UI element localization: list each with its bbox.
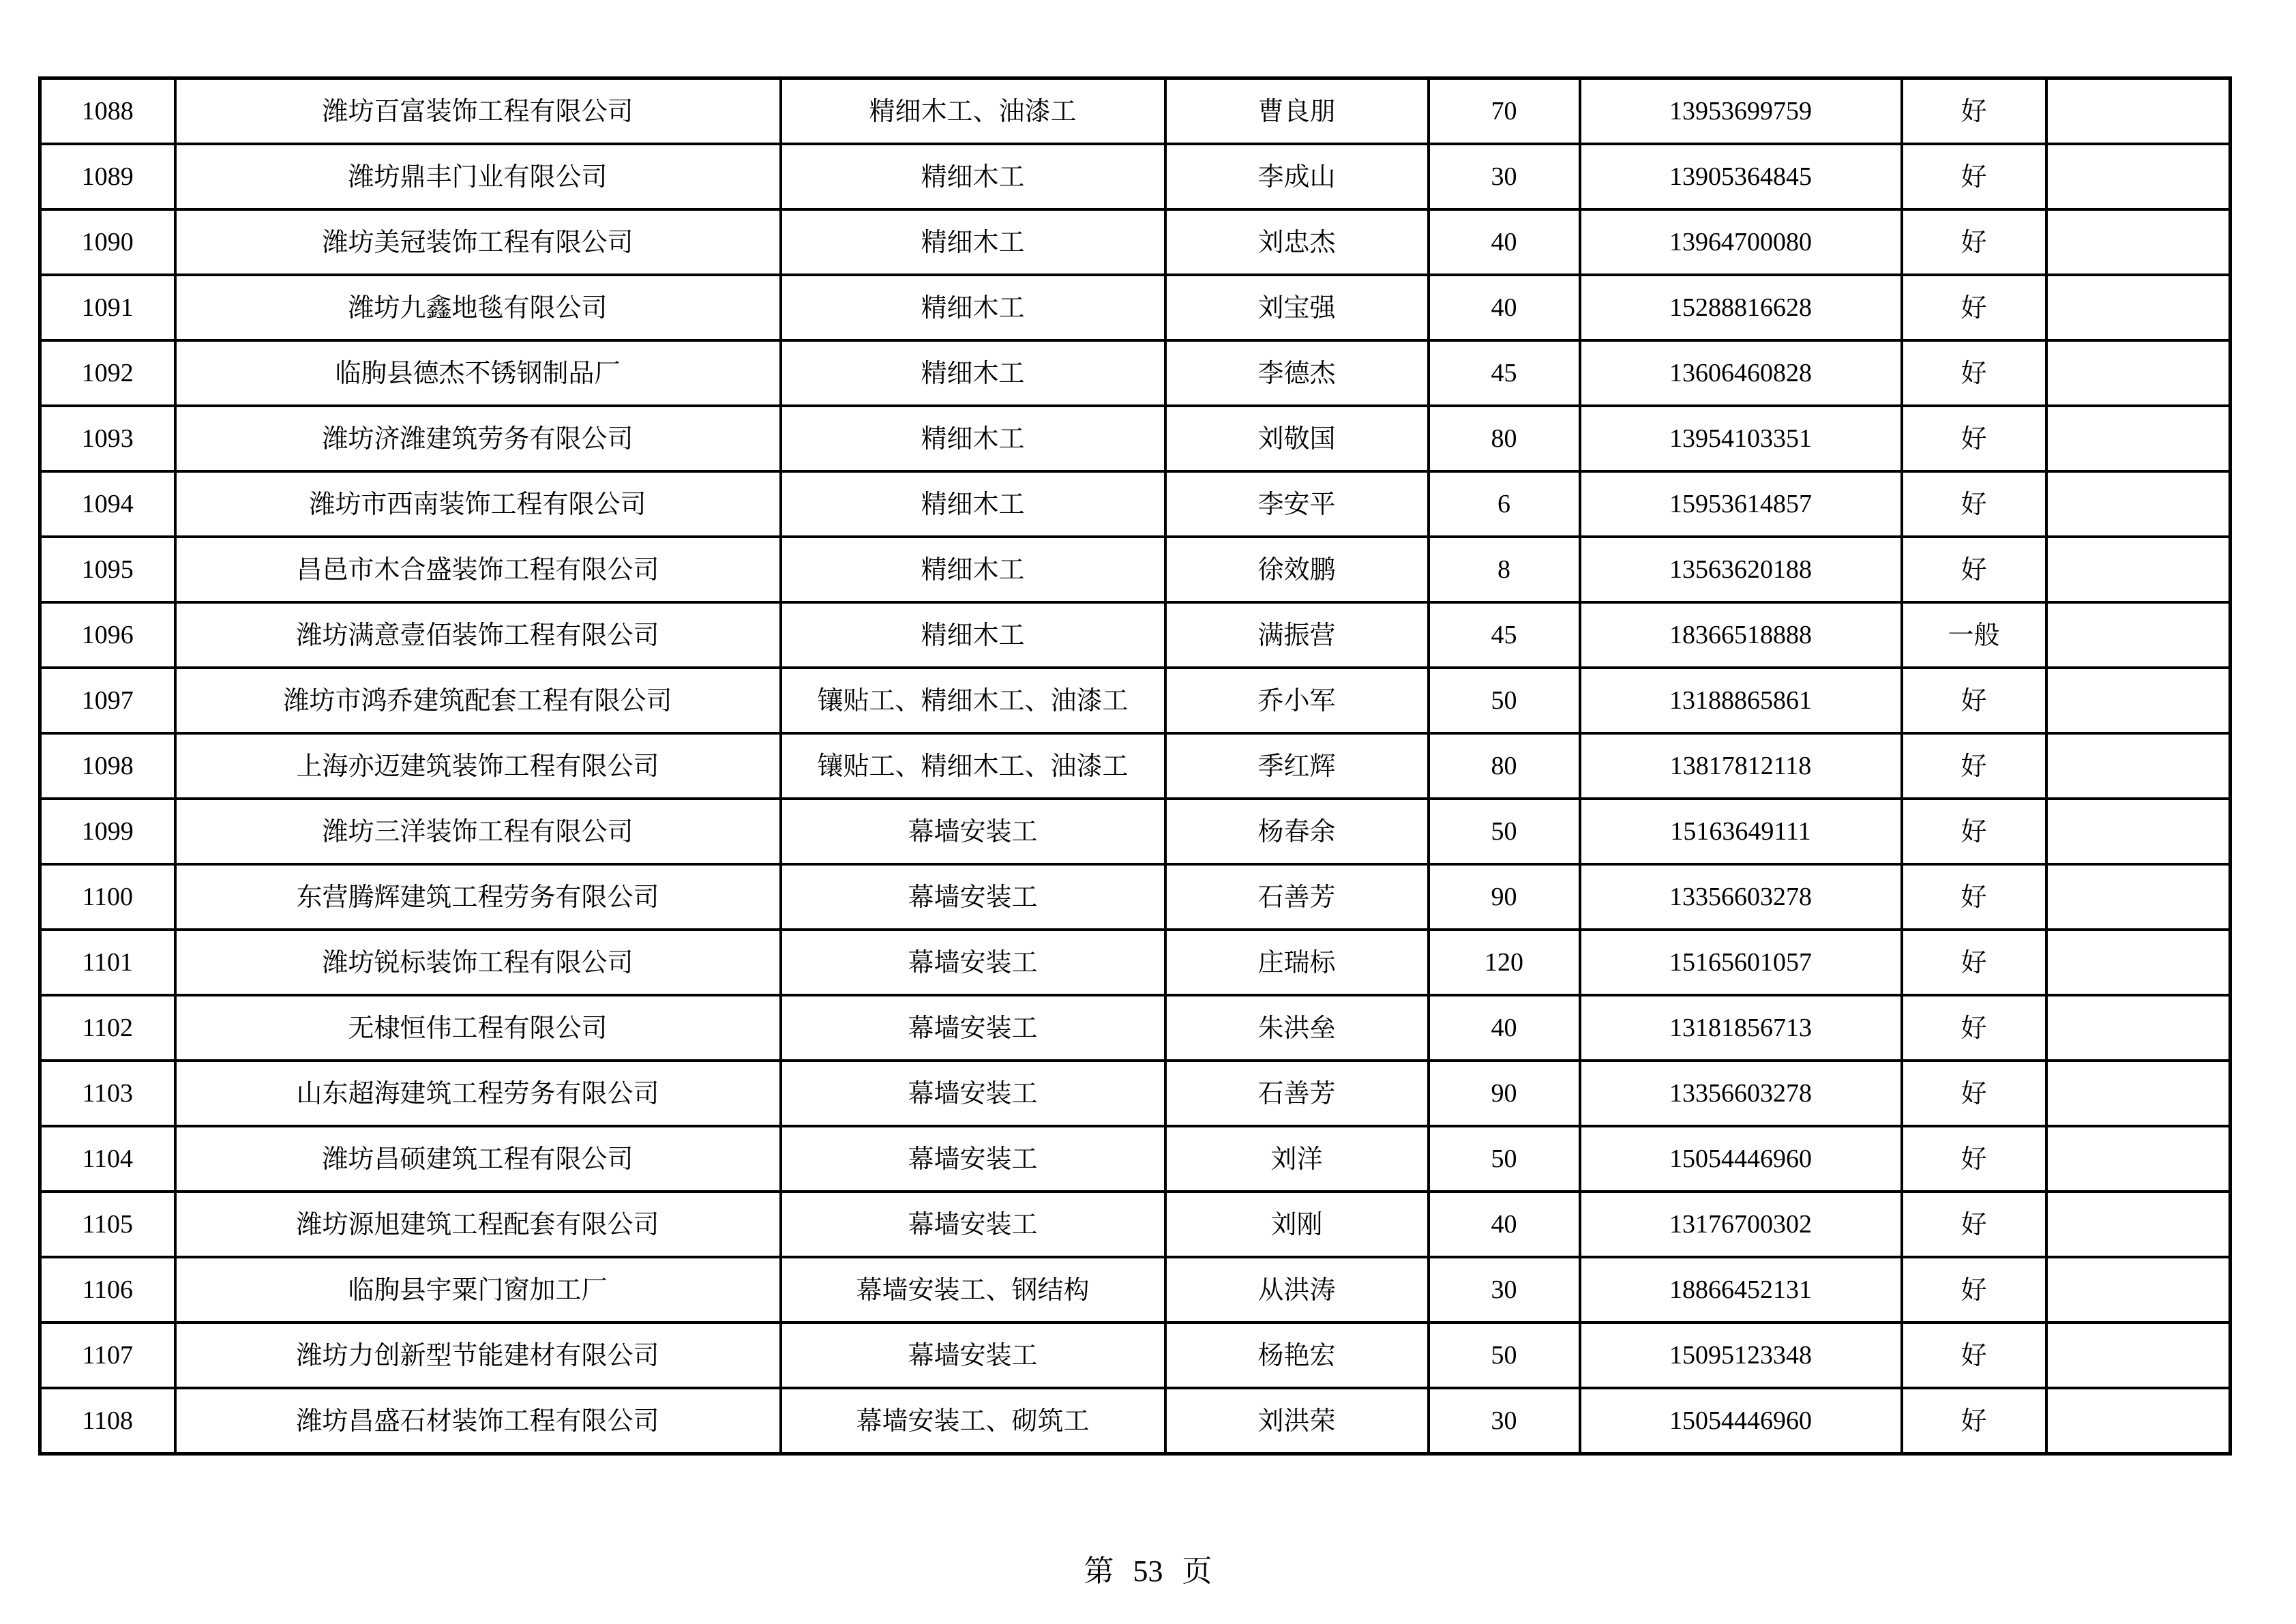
trade-type-cell: 幕墙安装工 — [781, 1192, 1165, 1257]
table-row — [40, 144, 2231, 209]
remarks-cell — [2046, 209, 2231, 275]
table-row — [40, 340, 2231, 406]
company-name-cell: 潍坊九鑫地毯有限公司 — [175, 275, 781, 340]
rating-cell: 好 — [1902, 1388, 2046, 1454]
worker-count-cell: 50 — [1429, 799, 1580, 864]
trade-type-cell: 精细木工 — [781, 537, 1165, 602]
phone-number-cell: 13954103351 — [1580, 406, 1902, 471]
worker-count-cell: 40 — [1429, 275, 1580, 340]
company-name-cell: 潍坊满意壹佰装饰工程有限公司 — [175, 602, 781, 668]
worker-count-cell: 45 — [1429, 602, 1580, 668]
rating-cell: 好 — [1902, 995, 2046, 1061]
contact-person-cell: 刘宝强 — [1165, 275, 1429, 340]
phone-number-cell: 15054446960 — [1580, 1388, 1902, 1454]
trade-type-cell: 精细木工、油漆工 — [781, 78, 1165, 145]
rating-cell: 一般 — [1902, 602, 2046, 668]
remarks-cell — [2046, 144, 2231, 209]
contact-person-cell: 满振营 — [1165, 602, 1429, 668]
phone-number-cell: 13905364845 — [1580, 144, 1902, 209]
company-name-cell: 东营腾辉建筑工程劳务有限公司 — [175, 864, 781, 930]
rating-cell: 好 — [1902, 340, 2046, 406]
phone-number-cell: 15095123348 — [1580, 1323, 1902, 1388]
company-name-cell: 上海亦迈建筑装饰工程有限公司 — [175, 733, 781, 799]
worker-count-cell: 45 — [1429, 340, 1580, 406]
worker-count-cell: 6 — [1429, 471, 1580, 537]
row-number-cell: 1094 — [40, 471, 175, 537]
company-name-cell: 潍坊三洋装饰工程有限公司 — [175, 799, 781, 864]
contact-person-cell: 刘刚 — [1165, 1192, 1429, 1257]
rating-cell: 好 — [1902, 471, 2046, 537]
worker-count-cell: 50 — [1429, 1126, 1580, 1192]
table-row — [40, 602, 2231, 668]
page-number: 53 — [1133, 1554, 1163, 1588]
row-number-cell: 1093 — [40, 406, 175, 471]
trade-type-cell: 精细木工 — [781, 209, 1165, 275]
rating-cell: 好 — [1902, 1192, 2046, 1257]
rating-cell: 好 — [1902, 1323, 2046, 1388]
contact-person-cell: 杨艳宏 — [1165, 1323, 1429, 1388]
remarks-cell — [2046, 668, 2231, 733]
page-suffix: 页 — [1182, 1554, 1212, 1589]
remarks-cell — [2046, 864, 2231, 930]
phone-number-cell: 13953699759 — [1580, 78, 1902, 145]
remarks-cell — [2046, 1192, 2231, 1257]
trade-type-cell: 精细木工 — [781, 471, 1165, 537]
row-number-cell: 1105 — [40, 1192, 175, 1257]
phone-number-cell: 15288816628 — [1580, 275, 1902, 340]
contact-person-cell: 刘忠杰 — [1165, 209, 1429, 275]
phone-number-cell: 13181856713 — [1580, 995, 1902, 1061]
company-name-cell: 潍坊市西南装饰工程有限公司 — [175, 471, 781, 537]
table-row — [40, 930, 2231, 995]
trade-type-cell: 精细木工 — [781, 340, 1165, 406]
contact-person-cell: 刘洪荣 — [1165, 1388, 1429, 1454]
row-number-cell: 1098 — [40, 733, 175, 799]
rating-cell: 好 — [1902, 733, 2046, 799]
table-row — [40, 1192, 2231, 1257]
row-number-cell: 1089 — [40, 144, 175, 209]
worker-count-cell: 50 — [1429, 1323, 1580, 1388]
remarks-cell — [2046, 733, 2231, 799]
contact-person-cell: 朱洪垒 — [1165, 995, 1429, 1061]
company-name-cell: 潍坊源旭建筑工程配套有限公司 — [175, 1192, 781, 1257]
company-name-cell: 临朐县德杰不锈钢制品厂 — [175, 340, 781, 406]
table-row — [40, 537, 2231, 602]
company-name-cell: 潍坊昌硕建筑工程有限公司 — [175, 1126, 781, 1192]
phone-number-cell: 18866452131 — [1580, 1257, 1902, 1323]
remarks-cell — [2046, 1257, 2231, 1323]
contact-person-cell: 曹良朋 — [1165, 78, 1429, 145]
rating-cell: 好 — [1902, 209, 2046, 275]
rating-cell: 好 — [1902, 144, 2046, 209]
phone-number-cell: 18366518888 — [1580, 602, 1902, 668]
trade-type-cell: 幕墙安装工 — [781, 1323, 1165, 1388]
trade-type-cell: 幕墙安装工 — [781, 864, 1165, 930]
table-row — [40, 1388, 2231, 1454]
remarks-cell — [2046, 471, 2231, 537]
contact-person-cell: 徐效鹏 — [1165, 537, 1429, 602]
worker-count-cell: 90 — [1429, 864, 1580, 930]
remarks-cell — [2046, 799, 2231, 864]
row-number-cell: 1090 — [40, 209, 175, 275]
worker-count-cell: 50 — [1429, 668, 1580, 733]
worker-count-cell: 80 — [1429, 733, 1580, 799]
row-number-cell: 1096 — [40, 602, 175, 668]
company-name-cell: 山东超海建筑工程劳务有限公司 — [175, 1061, 781, 1126]
phone-number-cell: 15165601057 — [1580, 930, 1902, 995]
company-name-cell: 潍坊济潍建筑劳务有限公司 — [175, 406, 781, 471]
company-name-cell: 潍坊美冠装饰工程有限公司 — [175, 209, 781, 275]
row-number-cell: 1100 — [40, 864, 175, 930]
company-roster-table — [38, 76, 2232, 1456]
worker-count-cell: 8 — [1429, 537, 1580, 602]
table-row — [40, 275, 2231, 340]
remarks-cell — [2046, 1061, 2231, 1126]
row-number-cell: 1091 — [40, 275, 175, 340]
trade-type-cell: 镶贴工、精细木工、油漆工 — [781, 733, 1165, 799]
remarks-cell — [2046, 1323, 2231, 1388]
table-body — [40, 78, 2231, 1454]
contact-person-cell: 季红辉 — [1165, 733, 1429, 799]
contact-person-cell: 刘洋 — [1165, 1126, 1429, 1192]
table-row — [40, 209, 2231, 275]
trade-type-cell: 精细木工 — [781, 144, 1165, 209]
row-number-cell: 1088 — [40, 78, 175, 145]
table-row — [40, 1323, 2231, 1388]
rating-cell: 好 — [1902, 864, 2046, 930]
row-number-cell: 1102 — [40, 995, 175, 1061]
row-number-cell: 1106 — [40, 1257, 175, 1323]
rating-cell: 好 — [1902, 537, 2046, 602]
trade-type-cell: 精细木工 — [781, 275, 1165, 340]
trade-type-cell: 幕墙安装工、钢结构 — [781, 1257, 1165, 1323]
remarks-cell — [2046, 930, 2231, 995]
phone-number-cell: 13817812118 — [1580, 733, 1902, 799]
contact-person-cell: 杨春余 — [1165, 799, 1429, 864]
remarks-cell — [2046, 275, 2231, 340]
company-name-cell: 潍坊鼎丰门业有限公司 — [175, 144, 781, 209]
worker-count-cell: 90 — [1429, 1061, 1580, 1126]
company-name-cell: 潍坊锐标装饰工程有限公司 — [175, 930, 781, 995]
remarks-cell — [2046, 537, 2231, 602]
table-row — [40, 1126, 2231, 1192]
trade-type-cell: 幕墙安装工 — [781, 1126, 1165, 1192]
worker-count-cell: 70 — [1429, 78, 1580, 145]
rating-cell: 好 — [1902, 406, 2046, 471]
contact-person-cell: 石善芳 — [1165, 1061, 1429, 1126]
table-row — [40, 864, 2231, 930]
company-name-cell: 无棣恒伟工程有限公司 — [175, 995, 781, 1061]
remarks-cell — [2046, 406, 2231, 471]
page-footer — [0, 1554, 2296, 1589]
trade-type-cell: 精细木工 — [781, 602, 1165, 668]
trade-type-cell: 幕墙安装工 — [781, 1061, 1165, 1126]
row-number-cell: 1108 — [40, 1388, 175, 1454]
phone-number-cell: 13188865861 — [1580, 668, 1902, 733]
table-row — [40, 733, 2231, 799]
phone-number-cell: 13176700302 — [1580, 1192, 1902, 1257]
worker-count-cell: 30 — [1429, 1388, 1580, 1454]
row-number-cell: 1107 — [40, 1323, 175, 1388]
trade-type-cell: 幕墙安装工、砌筑工 — [781, 1388, 1165, 1454]
rating-cell: 好 — [1902, 799, 2046, 864]
table-row — [40, 668, 2231, 733]
row-number-cell: 1095 — [40, 537, 175, 602]
phone-number-cell: 13356603278 — [1580, 1061, 1902, 1126]
trade-type-cell: 幕墙安装工 — [781, 930, 1165, 995]
table-row — [40, 471, 2231, 537]
page-prefix: 第 — [1084, 1554, 1114, 1589]
remarks-cell — [2046, 340, 2231, 406]
contact-person-cell: 乔小军 — [1165, 668, 1429, 733]
company-name-cell: 潍坊市鸿乔建筑配套工程有限公司 — [175, 668, 781, 733]
phone-number-cell: 13356603278 — [1580, 864, 1902, 930]
phone-number-cell: 15163649111 — [1580, 799, 1902, 864]
worker-count-cell: 40 — [1429, 209, 1580, 275]
rating-cell: 好 — [1902, 1257, 2046, 1323]
company-name-cell: 临朐县宇粟门窗加工厂 — [175, 1257, 781, 1323]
contact-person-cell: 从洪涛 — [1165, 1257, 1429, 1323]
trade-type-cell: 精细木工 — [781, 406, 1165, 471]
table-row — [40, 799, 2231, 864]
company-name-cell: 潍坊百富装饰工程有限公司 — [175, 78, 781, 145]
table-row — [40, 78, 2231, 145]
table-row — [40, 1061, 2231, 1126]
worker-count-cell: 40 — [1429, 995, 1580, 1061]
contact-person-cell: 庄瑞标 — [1165, 930, 1429, 995]
phone-number-cell: 15953614857 — [1580, 471, 1902, 537]
contact-person-cell: 李德杰 — [1165, 340, 1429, 406]
phone-number-cell: 13964700080 — [1580, 209, 1902, 275]
remarks-cell — [2046, 1388, 2231, 1454]
rating-cell: 好 — [1902, 78, 2046, 145]
contact-person-cell: 李成山 — [1165, 144, 1429, 209]
row-number-cell: 1103 — [40, 1061, 175, 1126]
phone-number-cell: 13606460828 — [1580, 340, 1902, 406]
row-number-cell: 1097 — [40, 668, 175, 733]
remarks-cell — [2046, 995, 2231, 1061]
worker-count-cell: 120 — [1429, 930, 1580, 995]
rating-cell: 好 — [1902, 275, 2046, 340]
trade-type-cell: 镶贴工、精细木工、油漆工 — [781, 668, 1165, 733]
phone-number-cell: 15054446960 — [1580, 1126, 1902, 1192]
rating-cell: 好 — [1902, 1061, 2046, 1126]
row-number-cell: 1092 — [40, 340, 175, 406]
table-row — [40, 1257, 2231, 1323]
worker-count-cell: 40 — [1429, 1192, 1580, 1257]
worker-count-cell: 30 — [1429, 144, 1580, 209]
table-row — [40, 995, 2231, 1061]
worker-count-cell: 30 — [1429, 1257, 1580, 1323]
remarks-cell — [2046, 1126, 2231, 1192]
table-row — [40, 406, 2231, 471]
rating-cell: 好 — [1902, 668, 2046, 733]
worker-count-cell: 80 — [1429, 406, 1580, 471]
trade-type-cell: 幕墙安装工 — [781, 995, 1165, 1061]
company-name-cell: 昌邑市木合盛装饰工程有限公司 — [175, 537, 781, 602]
rating-cell: 好 — [1902, 1126, 2046, 1192]
company-name-cell: 潍坊力创新型节能建材有限公司 — [175, 1323, 781, 1388]
contact-person-cell: 石善芳 — [1165, 864, 1429, 930]
row-number-cell: 1101 — [40, 930, 175, 995]
remarks-cell — [2046, 602, 2231, 668]
trade-type-cell: 幕墙安装工 — [781, 799, 1165, 864]
company-name-cell: 潍坊昌盛石材装饰工程有限公司 — [175, 1388, 781, 1454]
contact-person-cell: 李安平 — [1165, 471, 1429, 537]
rating-cell: 好 — [1902, 930, 2046, 995]
phone-number-cell: 13563620188 — [1580, 537, 1902, 602]
contact-person-cell: 刘敬国 — [1165, 406, 1429, 471]
row-number-cell: 1104 — [40, 1126, 175, 1192]
row-number-cell: 1099 — [40, 799, 175, 864]
remarks-cell — [2046, 78, 2231, 145]
